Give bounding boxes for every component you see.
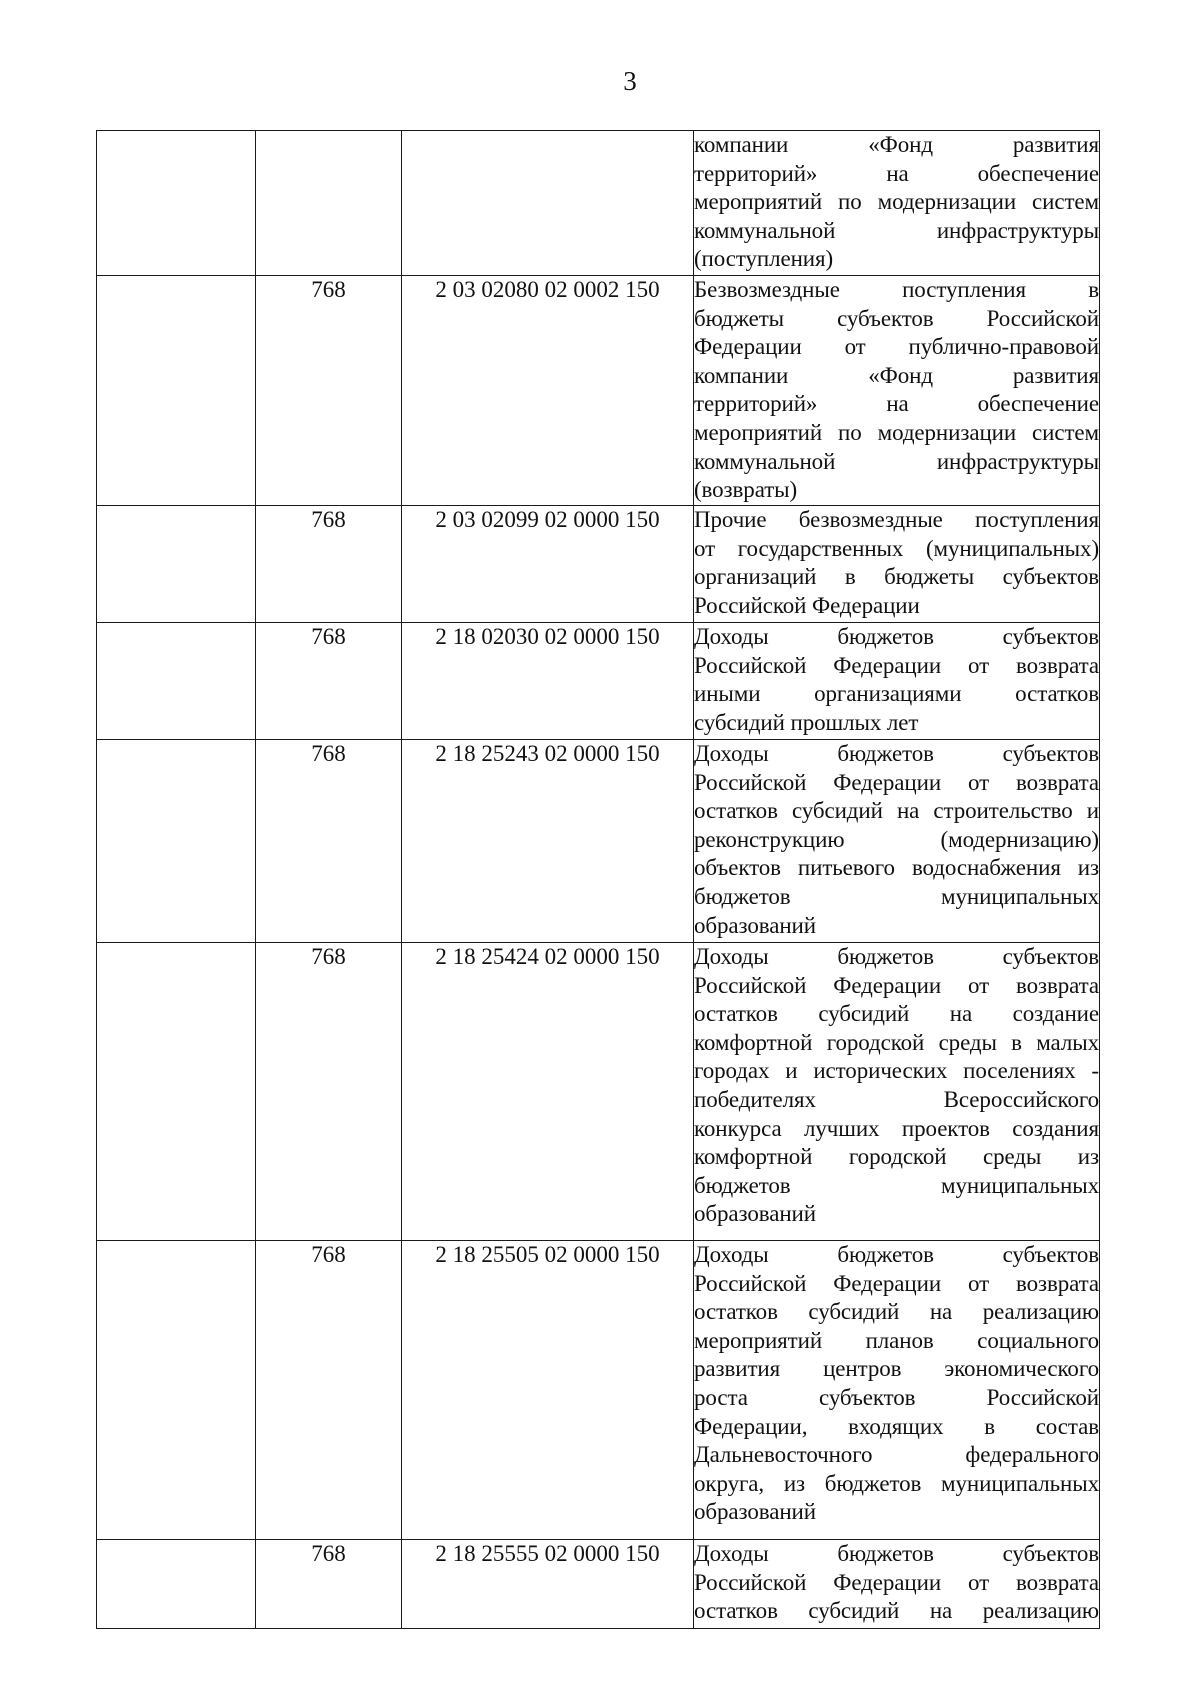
description-line: образований [694, 1499, 816, 1525]
description-line: Российской Федерации от возврата [694, 652, 1099, 678]
description-line: округа, из бюджетов муниципальных [694, 1470, 1099, 1496]
description-cell [694, 740, 1100, 943]
empty-cell [97, 623, 256, 740]
description-line: Российской Федерации от возврата [694, 1270, 1099, 1296]
description-cell [694, 506, 1100, 623]
budget-income-table [96, 130, 1100, 1629]
description-line: иными организациями остатков [694, 681, 1099, 707]
description-line: бюджетов муниципальных [694, 883, 1099, 909]
description-line: Дальневосточного федерального [694, 1442, 1099, 1468]
description-line: Прочие безвозмездные поступления [694, 507, 1099, 532]
description-line: Доходы бюджетов субъектов [694, 1541, 1099, 1566]
empty-cell [97, 943, 256, 1241]
table-row [97, 506, 1100, 623]
description-cell [694, 131, 1100, 276]
table-row [97, 1241, 1100, 1540]
description-line: (возвраты) [694, 477, 798, 503]
description-cell [694, 276, 1100, 506]
description-line: Российской Федерации [694, 592, 920, 618]
income-code-cell: 2 18 25555 02 0000 150 [402, 1540, 694, 1629]
description-line: развития центров экономического [694, 1356, 1099, 1382]
admin-code-cell: 768 [256, 1241, 402, 1540]
description-cell [694, 1540, 1100, 1629]
description-line: остатков субсидий на реализацию [694, 1299, 1099, 1325]
description-line: мероприятий планов социального [694, 1327, 1099, 1353]
description-line: комфортной городской среды из [694, 1144, 1099, 1170]
empty-cell [97, 740, 256, 943]
description-line: Доходы бюджетов субъектов [694, 624, 1099, 649]
description-line: мероприятий по модернизации систем [694, 419, 1099, 445]
description-line: образований [694, 912, 816, 938]
income-code-cell: 2 18 25243 02 0000 150 [402, 740, 694, 943]
income-code-cell: 2 03 02080 02 0002 150 [402, 276, 694, 506]
description-line: Российской Федерации от возврата [694, 769, 1099, 795]
description-line: организаций в бюджеты субъектов [694, 564, 1099, 590]
description-line: коммунальной инфраструктуры [694, 217, 1099, 243]
admin-code-cell: 768 [256, 943, 402, 1241]
description-line: роста субъектов Российской [694, 1384, 1099, 1410]
description-line: Доходы бюджетов субъектов [694, 1242, 1099, 1267]
table-row [97, 276, 1100, 506]
income-code-cell: 2 18 25424 02 0000 150 [402, 943, 694, 1241]
empty-cell [97, 1540, 256, 1629]
description-cell [694, 943, 1100, 1241]
income-code-cell: 2 18 25505 02 0000 150 [402, 1241, 694, 1540]
page-number: 3 [623, 66, 637, 96]
table-row [97, 943, 1100, 1241]
description-line: образований [694, 1201, 816, 1227]
table-row [97, 623, 1100, 740]
description-line: бюджеты субъектов Российской [694, 305, 1099, 331]
description-line: субсидий прошлых лет [694, 709, 919, 735]
description-line: Федерации от публично-правовой [694, 334, 1099, 360]
income-code-cell [402, 131, 694, 276]
description-line: Доходы бюджетов субъектов [694, 741, 1099, 766]
income-code-cell: 2 03 02099 02 0000 150 [402, 506, 694, 623]
description-line: Российской Федерации от возврата [694, 972, 1099, 998]
table-row [97, 1540, 1100, 1629]
description-line: (поступления) [694, 246, 834, 272]
description-line: территорий» на обеспечение [694, 391, 1099, 417]
table-row [97, 740, 1100, 943]
description-line: от государственных (муниципальных) [694, 535, 1099, 561]
description-line: Российской Федерации от возврата [694, 1569, 1099, 1595]
income-code-cell: 2 18 02030 02 0000 150 [402, 623, 694, 740]
description-line: остатков субсидий на строительство и [694, 798, 1099, 824]
description-line: коммунальной инфраструктуры [694, 448, 1099, 474]
description-line: мероприятий по модернизации систем [694, 189, 1099, 215]
description-line: конкурса лучших проектов создания [694, 1115, 1099, 1141]
description-line: Федерации, входящих в состав [694, 1413, 1099, 1439]
description-line: остатков субсидий на создание [694, 1001, 1099, 1027]
admin-code-cell: 768 [256, 276, 402, 506]
description-cell [694, 1241, 1100, 1540]
description-line: победителях Всероссийского [694, 1086, 1099, 1112]
description-line: городах и исторических поселениях - [694, 1058, 1099, 1084]
description-line: территорий» на обеспечение [694, 160, 1099, 186]
admin-code-cell: 768 [256, 506, 402, 623]
description-line: компании «Фонд развития [694, 362, 1099, 388]
empty-cell [97, 1241, 256, 1540]
empty-cell [97, 131, 256, 276]
empty-cell [97, 276, 256, 506]
table-row-continued [97, 131, 1100, 276]
description-cell [694, 623, 1100, 740]
description-line: бюджетов муниципальных [694, 1172, 1099, 1198]
admin-code-cell: 768 [256, 623, 402, 740]
description-line: комфортной городской среды в малых [694, 1029, 1099, 1055]
description-line: компании «Фонд развития [694, 132, 1099, 157]
description-line: реконструкцию (модернизацию) [694, 826, 1099, 852]
admin-code-cell [256, 131, 402, 276]
admin-code-cell: 768 [256, 740, 402, 943]
description-line: Доходы бюджетов субъектов [694, 944, 1099, 969]
empty-cell [97, 506, 256, 623]
description-line: остатков субсидий на реализацию [694, 1598, 1099, 1624]
description-line: Безвозмездные поступления в [694, 277, 1099, 302]
description-line: объектов питьевого водоснабжения из [694, 855, 1099, 881]
admin-code-cell: 768 [256, 1540, 402, 1629]
